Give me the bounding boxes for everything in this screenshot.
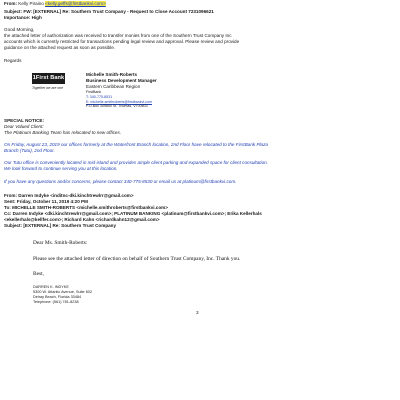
email-greeting: Good Morning, <box>4 27 35 32</box>
notice-heading: SPECIAL NOTICE: <box>4 118 44 123</box>
notice-contact-line: If you have any questions and/or concerns, please contact 340-775-8530 or email us at platinum@firstbankvi.com. <box>4 179 237 184</box>
email-subject: Subject: FW: [EXTERNAL] Re: Southern Trust Company - Request to Close Account 7231096621 <box>4 9 214 14</box>
notice-paragraph-line: Our Tutu office is conveniently located in mid-island and provides ample client parking and expanded space for client consultation. <box>4 160 268 165</box>
notice-paragraph-line: We look forward to continue serving you at this location. <box>4 166 118 171</box>
email-regards: Regards <box>4 58 22 63</box>
email2-sent: Sent: Friday, October 11, 2019 4:20 PM <box>4 199 88 204</box>
from-email-link[interactable]: <kelly.geffs@firstbankvi.com> <box>45 1 106 6</box>
darren-address: 5300 W. Atlantic Avenue, Suite 602 <box>33 290 93 294</box>
notice-paragraph-line: On Friday, August 23, 2019 our offices formerly at the Waterfront Branch location, 2nd Floor have relocated to the FirstBank Plaza <box>4 142 268 147</box>
signature-phone: T: 340-775-8531 <box>86 95 113 99</box>
email-importance: Importance: High <box>4 15 42 20</box>
darren-address: Delray Beach, Florida 33484 <box>33 295 82 299</box>
signature-email-link[interactable]: E: michelle.smithroberts@firstbankvi.com <box>86 100 152 104</box>
signature-company: FirstBank <box>86 90 102 94</box>
darren-name: DARREN K. INDYKE <box>33 285 69 289</box>
email-body-line: the attached letter of authorization was received to transfer monies from one of the Southern Trust Company Inc <box>4 33 232 38</box>
email2-closing: Best, <box>33 271 44 277</box>
from-label: From: <box>4 1 18 6</box>
email2-cc: <ekellerhals@kellfer.com>; Richard Kahn <richardkahn12@gmail.com> <box>4 217 160 222</box>
notice-intro: The Platinum Banking Team has relocated to new offices. <box>4 130 122 135</box>
notice-paragraph-line: Branch (Tutu), 2nd Floor. <box>4 148 55 153</box>
signature-title: Business Development Manager <box>86 78 157 83</box>
logo-tagline: Together we are one <box>32 86 63 90</box>
signature-region: Eastern Caribbean Region <box>86 84 141 89</box>
notice-salutation: Dear Valued Client: <box>4 124 44 129</box>
email2-subject: Subject: [EXTERNAL] Re: Southern Trust Company <box>4 223 117 228</box>
email2-cc: Cc: Darren Indyke <dki.kinchtrewlrr@gmail.com>; PLATINUM BANKING <platinum@firstbankvi.com>; Erika Kellerhals <box>4 211 262 216</box>
signature-address: P.O.Box 309850 St. Thomas, VI 00803 <box>86 104 148 108</box>
darren-phone: Telephone: (561) 781-8238 <box>33 300 79 304</box>
page-number: 3 <box>196 310 199 315</box>
email2-body: Please see the attached letter of direction on behalf of Southern Trust Company, Inc. Thank you. <box>33 256 241 262</box>
firstbank-logo: 1First Bank <box>32 73 65 84</box>
email-body-line: guidance on the attached request as soon as possible. <box>4 45 116 50</box>
signature-name: Michelle Smith-Roberts <box>86 72 138 77</box>
email-body-line: accounts which is currently restricted for transactions pending legal review and approval. Please review and provide <box>4 39 240 44</box>
email2-to: To: MICHELLE SMITH-ROBERTS <michelle.smithroberts@firstbankvi.com> <box>4 205 168 210</box>
email-from-line <box>4 1 106 6</box>
email2-salutation: Dear Ms. Smith-Roberts: <box>33 240 88 246</box>
from-name: Kelly Piraino <box>18 1 46 6</box>
email2-from: From: Darren Indyke <inditnc-dki.kinchtrewlrr@gmail.com> <box>4 193 134 198</box>
